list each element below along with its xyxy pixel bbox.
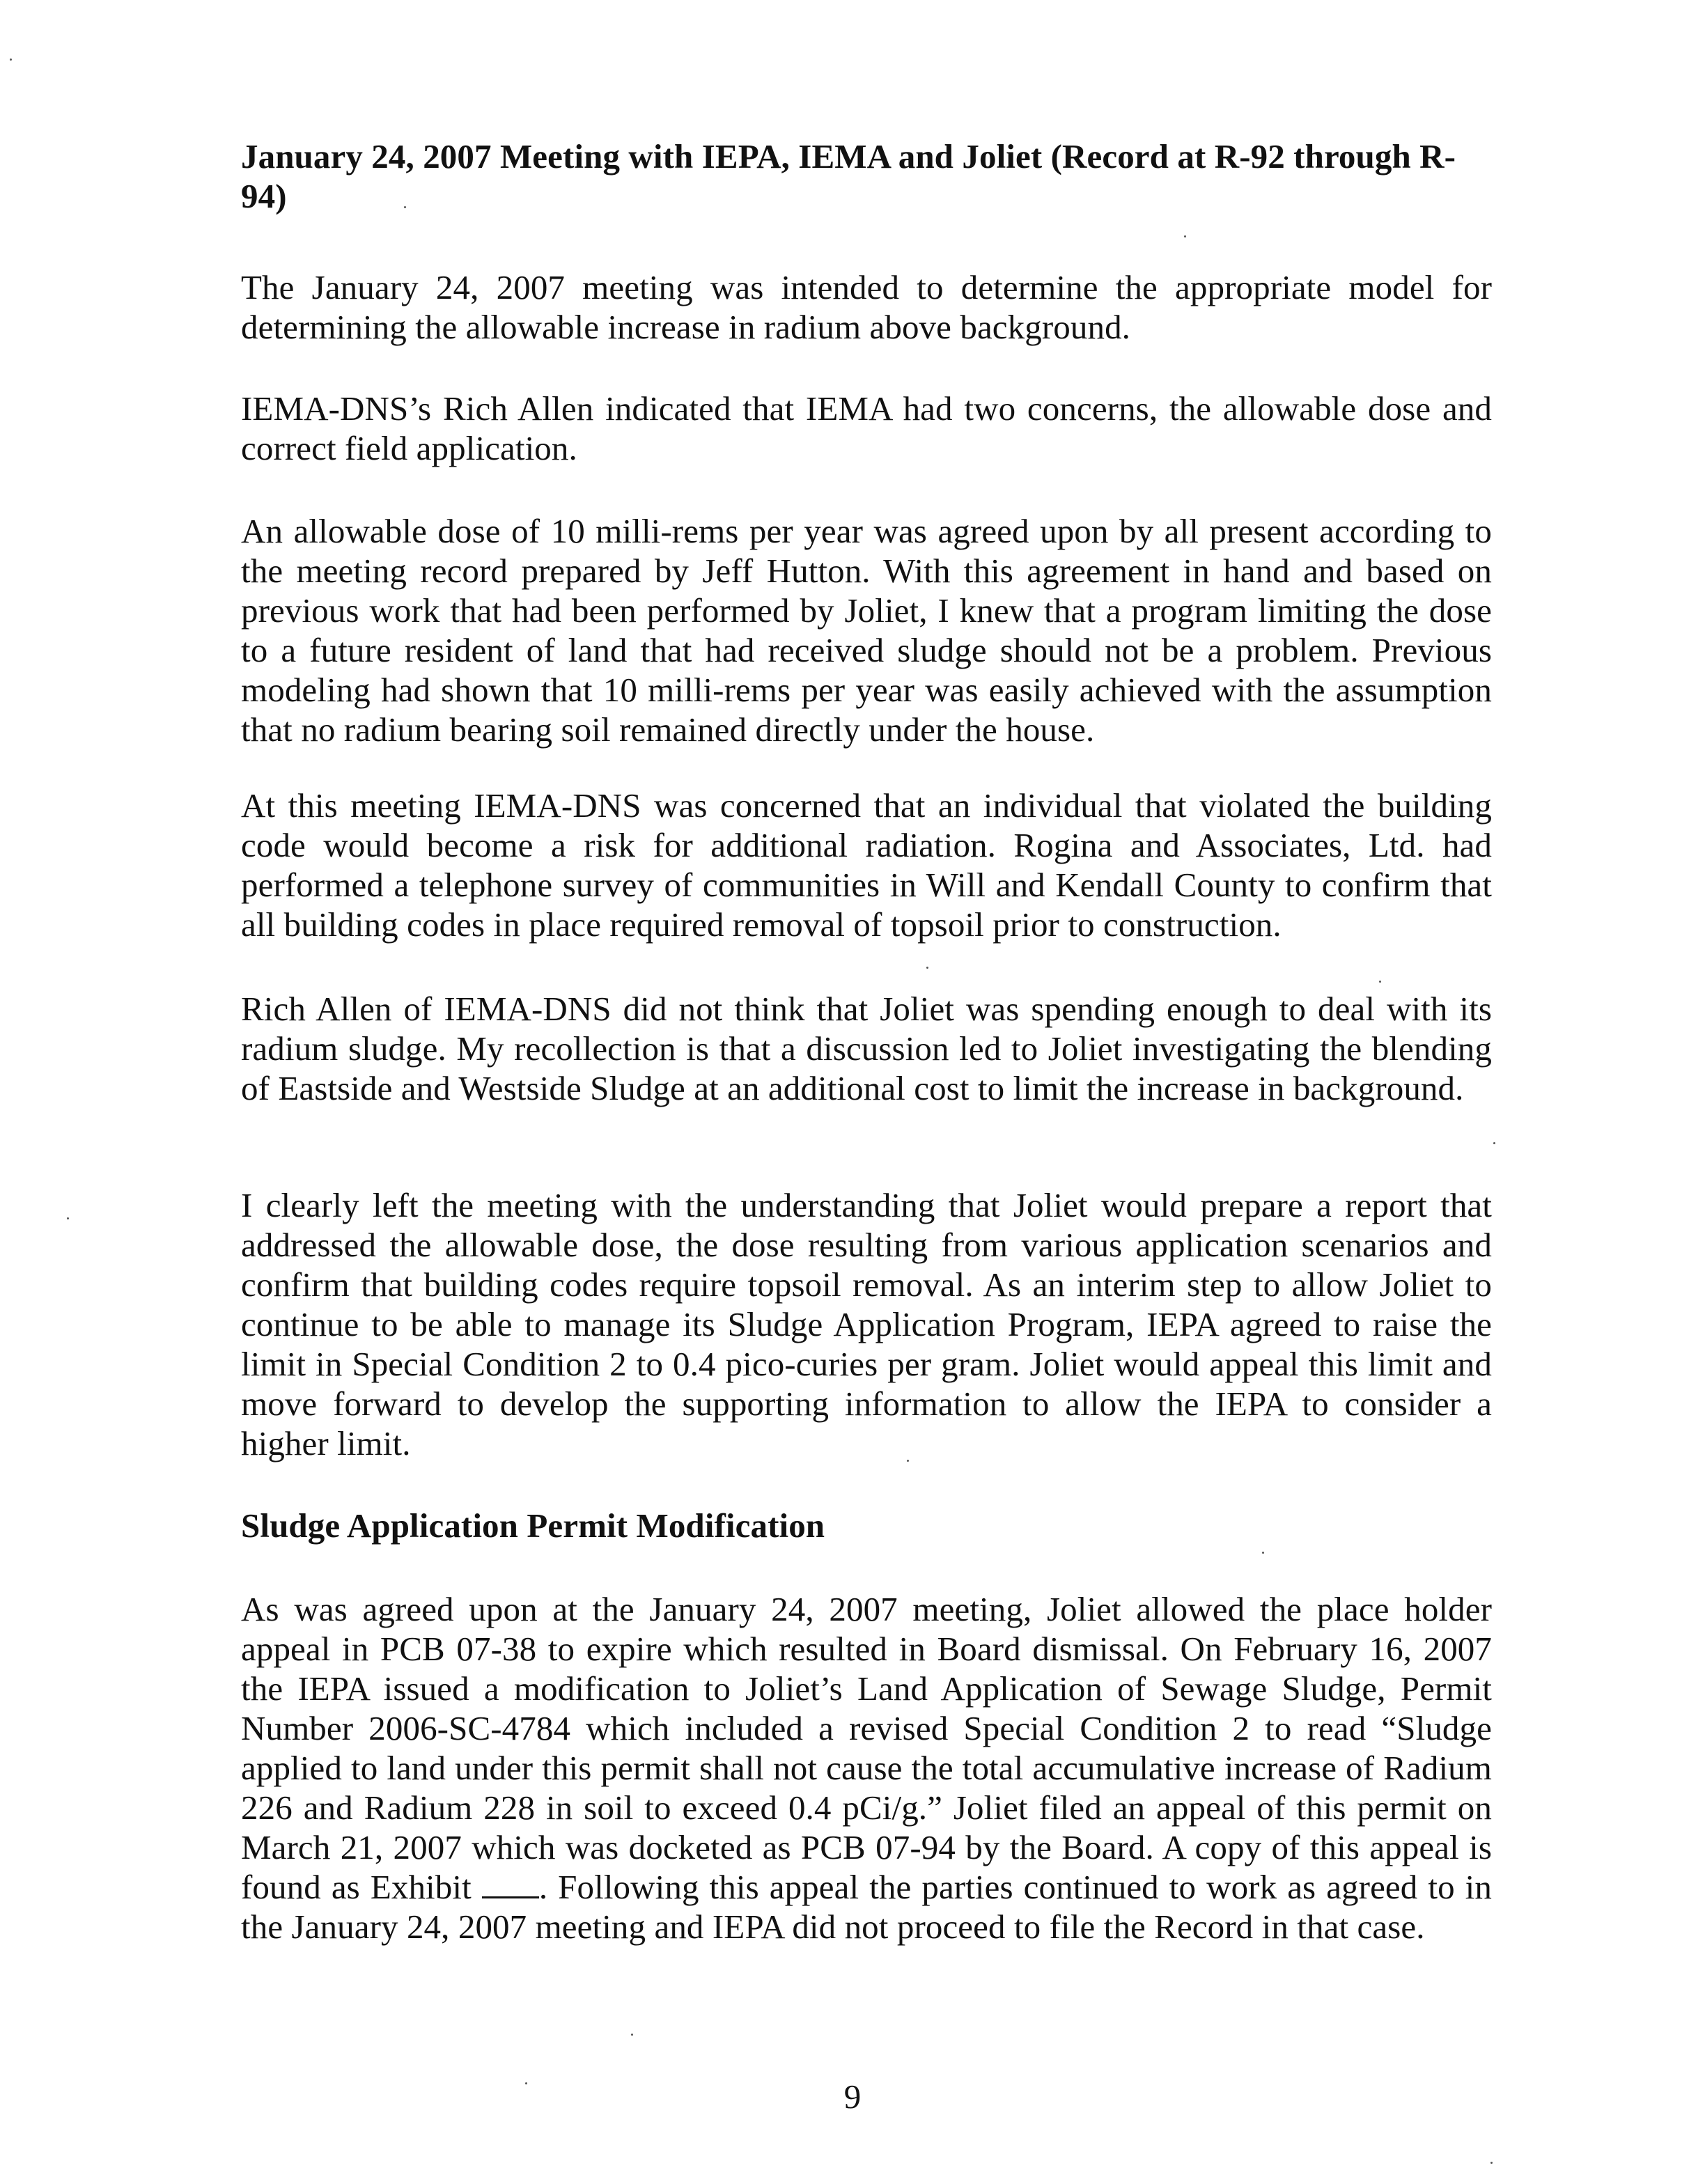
page-number: 9 bbox=[843, 2077, 862, 2116]
scan-speck bbox=[1184, 235, 1186, 237]
scan-speck bbox=[907, 1460, 909, 1462]
paragraph-radium-sludge: Rich Allen of IEMA-DNS did not think that Joliet was spending enough to deal with its radium sludge. My recollection is that a discussion led to Joliet investigating the blending of Eastside and Westside Sludge at an additional cost to limit the increase in background. bbox=[241, 990, 1492, 1107]
paragraph-allowable-dose: An allowable dose of 10 milli-rems per year was agreed upon by all present according to the meeting record prepared by Jeff Hutton. With this agreement in hand and based on previous work that had been performed by Joliet, I knew that a program limiting the dose to a future resident of land that had received sludge should not be a problem. Previous modeling had shown that 10 milli-rems per year was easily achieved with the assumption that no radium bearing soil remained directly under the house. bbox=[241, 512, 1492, 749]
scan-speck bbox=[1379, 981, 1381, 983]
paragraph-meeting-purpose: The January 24, 2007 meeting was intended to determine the appropriate model for determining the allowable increase in radium above background. bbox=[241, 268, 1492, 346]
scan-speck bbox=[1490, 2162, 1493, 2164]
scan-speck bbox=[926, 967, 928, 969]
exhibit-blank-line bbox=[482, 1871, 539, 1898]
permit-text-before-blank: As was agreed upon at the January 24, 2007 meeting, Joliet allowed the place holder appeal in PCB 07-38 to expire which resulted in Board dismissal. On February 16, 2007 the IEPA issued a modification to Joliet’s Land Application of Sewage Sludge, Permit Number 2006-SC-4784 which included a revised Special Condition 2 to read “Sludge applied to land under this permit shall not cause the total accumulative increase of Radium 226 and Radium 228 in soil to exceed 0.4 pCi/g.” Joliet filed an appeal of this permit on March 21, 2007 which was docketed as PCB 07-94 by the Board. A copy of this appeal is found as Exhibit bbox=[241, 1590, 1492, 1906]
scan-speck bbox=[67, 1217, 69, 1219]
paragraph-iema-concerns: IEMA-DNS’s Rich Allen indicated that IEMA had two concerns, the allowable dose and correct field application. bbox=[241, 389, 1492, 467]
scan-speck bbox=[1493, 1142, 1495, 1144]
meeting-heading: January 24, 2007 Meeting with IEPA, IEMA and Joliet (Record at R-92 through R-94) bbox=[241, 137, 1456, 215]
permit-modification-heading: Sludge Application Permit Modification bbox=[241, 1506, 825, 1545]
paragraph-meeting-outcome: I clearly left the meeting with the understanding that Joliet would prepare a report that addressed the allowable dose, the dose resulting from various application scenarios and confirm that building codes require topsoil removal. As an interim step to allow Joliet to continue to be able to manage its Sludge Application Program, IEPA agreed to raise the limit in Special Condition 2 to 0.4 pico-curies per gram. Joliet would appeal this limit and move forward to develop the supporting information to allow the IEPA to consider a higher limit. bbox=[241, 1186, 1492, 1462]
scan-speck bbox=[1262, 1552, 1264, 1554]
scan-speck bbox=[525, 2082, 527, 2084]
paragraph-permit-modification bbox=[241, 1589, 1492, 1947]
scan-speck bbox=[631, 2034, 633, 2036]
paragraph-building-code: At this meeting IEMA-DNS was concerned that an individual that violated the building code would become a risk for additional radiation. Rogina and Associates, Ltd. had performed a telephone survey of communities in Will and Kendall County to confirm that all building codes in place required removal of topsoil prior to construction. bbox=[241, 786, 1492, 944]
permit-text-after-blank: . Following this appeal the parties continued to work as agreed to in the January 24, 2007 meeting and IEPA did not proceed to file the Record in that case. bbox=[241, 1868, 1492, 1946]
scan-speck bbox=[404, 206, 406, 208]
scan-speck bbox=[10, 58, 12, 61]
